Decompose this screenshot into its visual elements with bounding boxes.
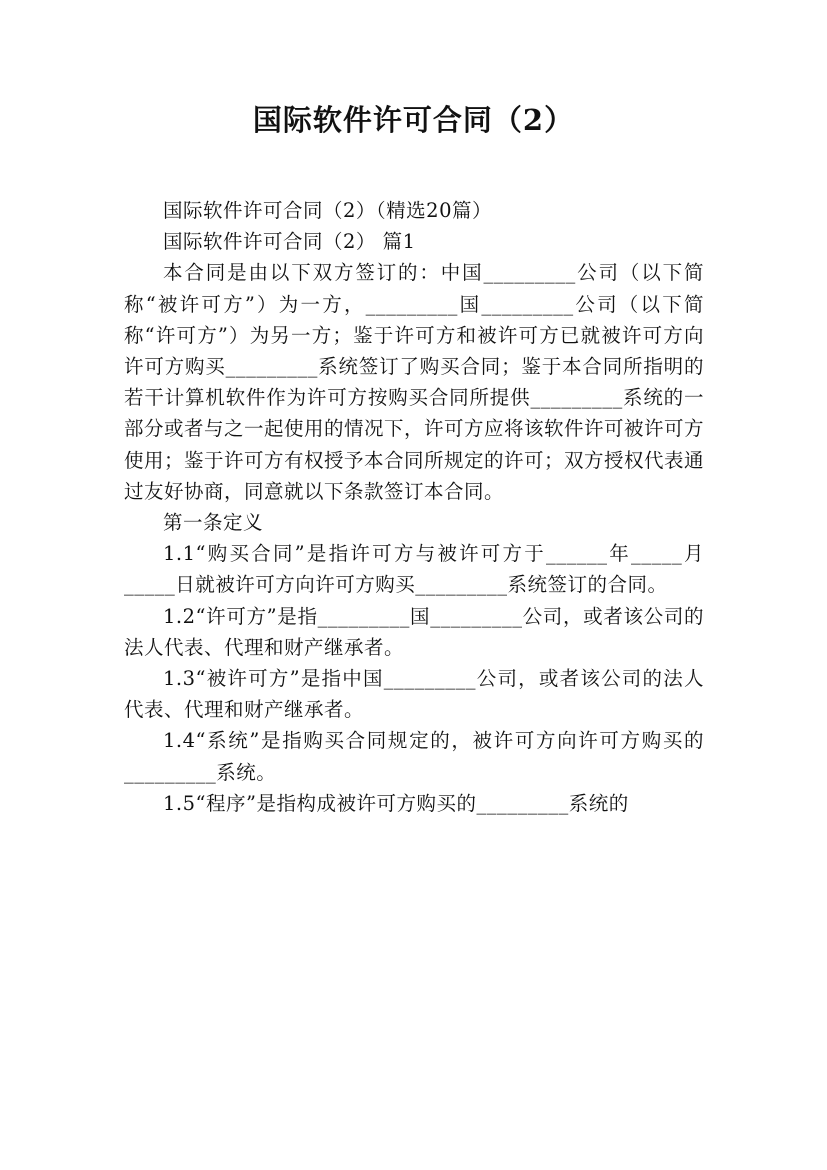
paragraph-clause-1-4: 1.4“系统”是指购买合同规定的，被许可方向许可方购买的_________系统。 <box>124 729 704 784</box>
paragraph-clause-1-3: 1.3“被许可方”是指中国_________公司，或者该公司的法人代表、代理和财产继承者。 <box>124 667 704 722</box>
paragraph-article-heading: 第一条定义 <box>163 511 264 535</box>
paragraph-clause-1-5: 1.5“程序”是指构成被许可方购买的_________系统的 <box>163 791 629 815</box>
paragraph-clause-1-1: 1.1“购买合同”是指许可方与被许可方于______年_____月_____日就被许可方向许可方购买_________系统签订的合同。 <box>124 542 704 597</box>
paragraph-section-heading: 国际软件许可合同（2） 篇1 <box>163 230 416 254</box>
document-title: 国际软件许可合同（2） <box>252 103 575 137</box>
paragraph-preamble: 本合同是由以下双方签订的：中国_________公司（以下简称“被许可方”）为一方，_________国_________公司（以下简称“许可方”）为另一方；鉴于许可方和被许可方已就被许可方向许可方购买_________系统签订了购买合同；鉴于本合同所指明的若干计算机软件作为许可方按购买合同所提供_________系统的一部分或者与之一起使用的情况下，许可方应将该软件许可被许可方使用；鉴于许可方有权授予本合同所规定的许可；双方授权代表通过友好协商，同意就以下条款签订本合同。 <box>124 261 705 503</box>
document-body <box>124 195 704 819</box>
paragraph-clause-1-2: 1.2“许可方”是指_________国_________公司，或者该公司的法人代表、代理和财产继承者。 <box>124 604 704 659</box>
paragraph-subtitle: 国际软件许可合同（2）（精选20篇） <box>163 199 492 222</box>
